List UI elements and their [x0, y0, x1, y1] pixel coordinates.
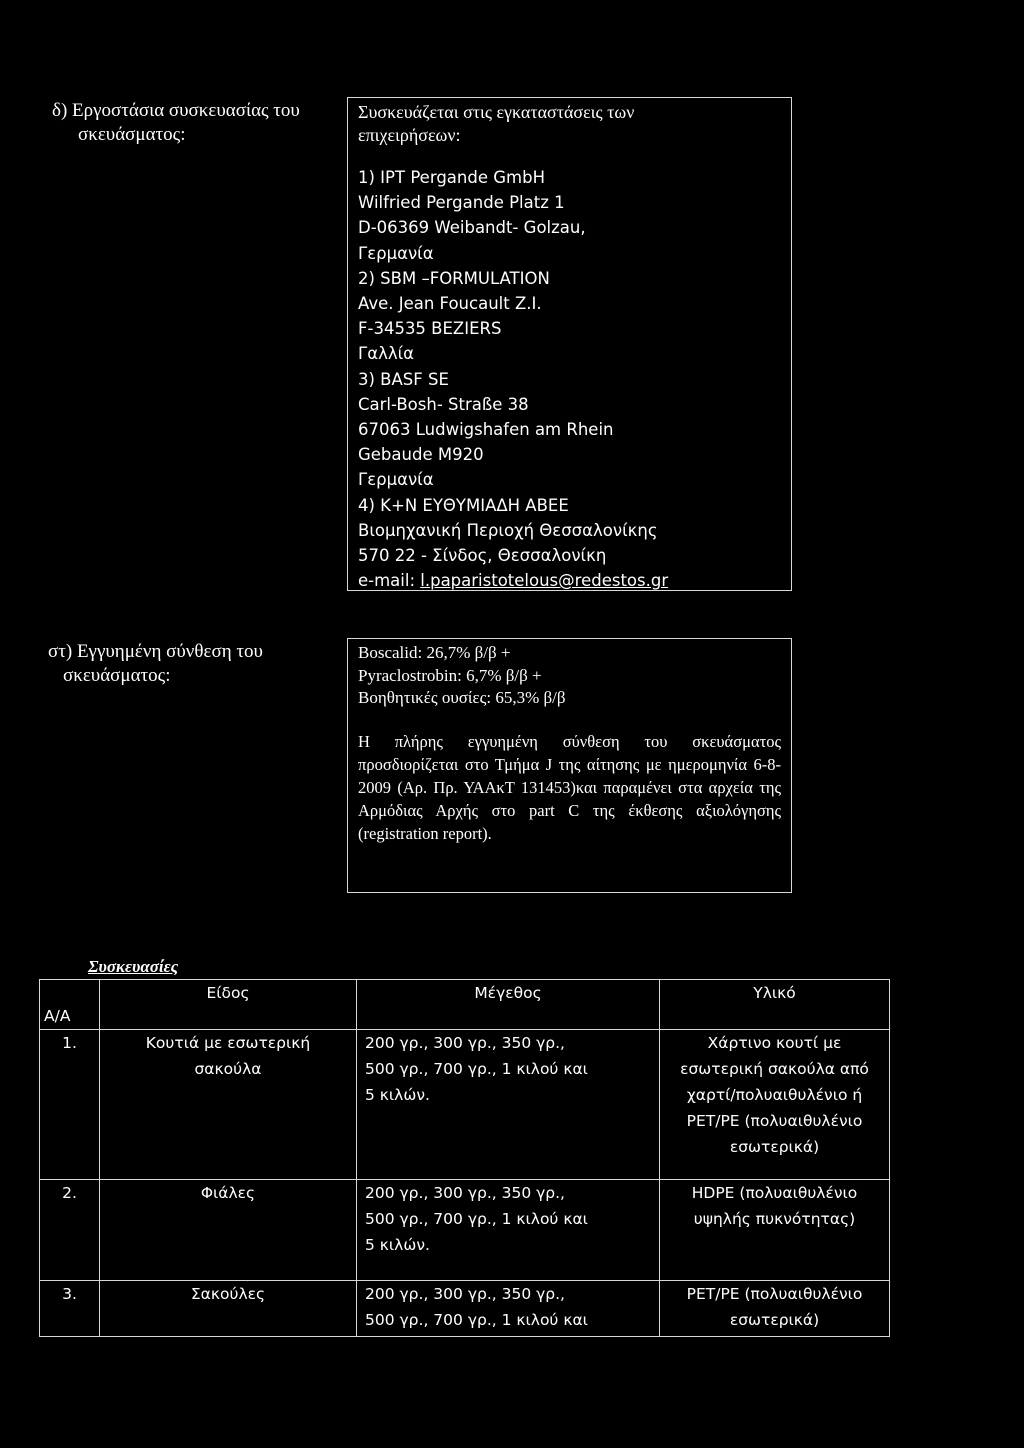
address-line: Wilfried Pergande Platz 1	[358, 193, 565, 213]
address-line: Ave. Jean Foucault Z.I.	[358, 294, 542, 314]
row-material	[660, 1180, 890, 1281]
header-size: Μέγεθος	[357, 980, 660, 1030]
header-material: Υλικό	[660, 980, 890, 1030]
email-link[interactable]: l.paparistotelous@redestos.gr	[420, 571, 669, 591]
row-kind	[100, 1180, 357, 1281]
row-material	[660, 1281, 890, 1337]
address-line: Carl-Bosh- Straße 38	[358, 394, 529, 414]
manufacturing-sites-box	[347, 97, 792, 591]
address-line: Βιομηχανική Περιοχή Θεσσαλονίκης	[358, 520, 658, 540]
material-line: υψηλής πυκνότητας)	[693, 1210, 856, 1228]
intro-line: επιχειρήσεων:	[358, 125, 461, 145]
email-prefix: e-mail:	[358, 571, 421, 591]
kind-line: σακούλα	[194, 1060, 262, 1078]
size-line: 200 γρ., 300 γρ., 350 γρ.,	[365, 1034, 565, 1052]
material-line: HDPE (πολυαιθυλένιο	[691, 1184, 858, 1202]
material-line: PET/PE (πολυαιθυλένιο	[686, 1112, 863, 1130]
full-composition-text: Η πλήρης εγγυημένη σύνθεση του σκευάσματος προσδιορίζεται στο Τμήμα J της αίτησης με ημερομηνία 6-8-2009 (Αρ. Πρ. ΥΑΑκΤ 131453)και παραμένει στα αρχεία της Αρμόδιας Αρχής στο part C της έκθεσης αξιολόγησης (registration report).	[358, 731, 781, 844]
composition-list	[358, 642, 781, 710]
row-aa: 2.	[40, 1180, 100, 1281]
composition-line: Pyraclostrobin: 6,7% β/β +	[358, 665, 542, 685]
header-aa: Α/Α	[40, 980, 100, 1030]
table-row	[40, 1180, 890, 1281]
section-st-label-line: στ) Εγγυημένη σύνθεση του	[48, 641, 263, 662]
row-material	[660, 1030, 890, 1180]
row-kind	[100, 1030, 357, 1180]
size-line: 200 γρ., 300 γρ., 350 γρ.,	[365, 1285, 565, 1303]
material-line: εσωτερικά)	[729, 1311, 820, 1329]
row-size	[357, 1030, 660, 1180]
size-line: 5 κιλών.	[365, 1236, 430, 1254]
section-d-label	[52, 99, 300, 147]
composition-line: Boscalid: 26,7% β/β +	[358, 643, 511, 662]
section-d-label-line: δ) Εργοστάσια συσκευασίας του	[52, 100, 300, 121]
email-line	[358, 568, 781, 593]
size-line: 500 γρ., 700 γρ., 1 κιλού και	[365, 1311, 588, 1329]
row-size	[357, 1180, 660, 1281]
address-line: 1) IPT Pergande GmbH	[358, 168, 545, 187]
manufacturing-intro	[358, 101, 781, 147]
packaging-heading: Συσκευασίες	[88, 957, 179, 976]
address-line: Γαλλία	[358, 344, 415, 364]
address-line: 3) BASF SE	[358, 369, 449, 389]
material-line: εσωτερική σακούλα από	[680, 1060, 869, 1078]
size-line: 500 γρ., 700 γρ., 1 κιλού και	[365, 1060, 588, 1078]
table-header-row	[40, 980, 890, 1030]
address-line: Γερμανία	[358, 470, 434, 490]
row-aa: 1.	[40, 1030, 100, 1180]
table-row	[40, 1030, 890, 1180]
row-aa: 3.	[40, 1281, 100, 1337]
kind-line: Φιάλες	[200, 1184, 256, 1202]
address-line: 570 22 - Σίνδος, Θεσσαλονίκη	[358, 546, 607, 566]
size-line: 200 γρ., 300 γρ., 350 γρ.,	[365, 1184, 565, 1202]
packaging-table	[39, 979, 890, 1337]
size-line: 5 κιλών.	[365, 1086, 430, 1104]
material-line: χαρτί/πολυαιθυλένιο ή	[686, 1086, 863, 1104]
composition-box	[347, 638, 792, 893]
address-line: D-06369 Weibandt- Golzau,	[358, 218, 586, 238]
section-st-label	[48, 640, 263, 688]
row-kind	[100, 1281, 357, 1337]
composition-line: Βοηθητικές ουσίες: 65,3% β/β	[358, 688, 566, 707]
address-list	[358, 165, 781, 593]
address-line: 4) Κ+Ν ΕΥΘΥΜΙΑΔΗ ΑΒΕΕ	[358, 495, 569, 515]
material-line: Χάρτινο κουτί με	[707, 1034, 842, 1052]
address-line: 67063 Ludwigshafen am Rhein	[358, 420, 614, 440]
address-line: Gebaude M920	[358, 445, 484, 465]
row-size	[357, 1281, 660, 1337]
section-st-label-line: σκευάσματος:	[63, 665, 171, 686]
table-row	[40, 1281, 890, 1337]
kind-line: Κουτιά με εσωτερική	[145, 1034, 311, 1052]
address-line: Γερμανία	[358, 243, 434, 263]
section-d-label-line: σκευάσματος:	[78, 124, 186, 145]
material-line: PET/PE (πολυαιθυλένιο	[686, 1285, 863, 1303]
header-kind: Είδος	[100, 980, 357, 1030]
material-line: εσωτερικά)	[729, 1138, 820, 1156]
intro-line: Συσκευάζεται στις εγκαταστάσεις των	[358, 102, 635, 122]
kind-line: Σακούλες	[190, 1285, 266, 1303]
address-line: 2) SBM –FORMULATION	[358, 268, 550, 288]
address-line: F-34535 BEZIERS	[358, 319, 502, 339]
size-line: 500 γρ., 700 γρ., 1 κιλού και	[365, 1210, 588, 1228]
